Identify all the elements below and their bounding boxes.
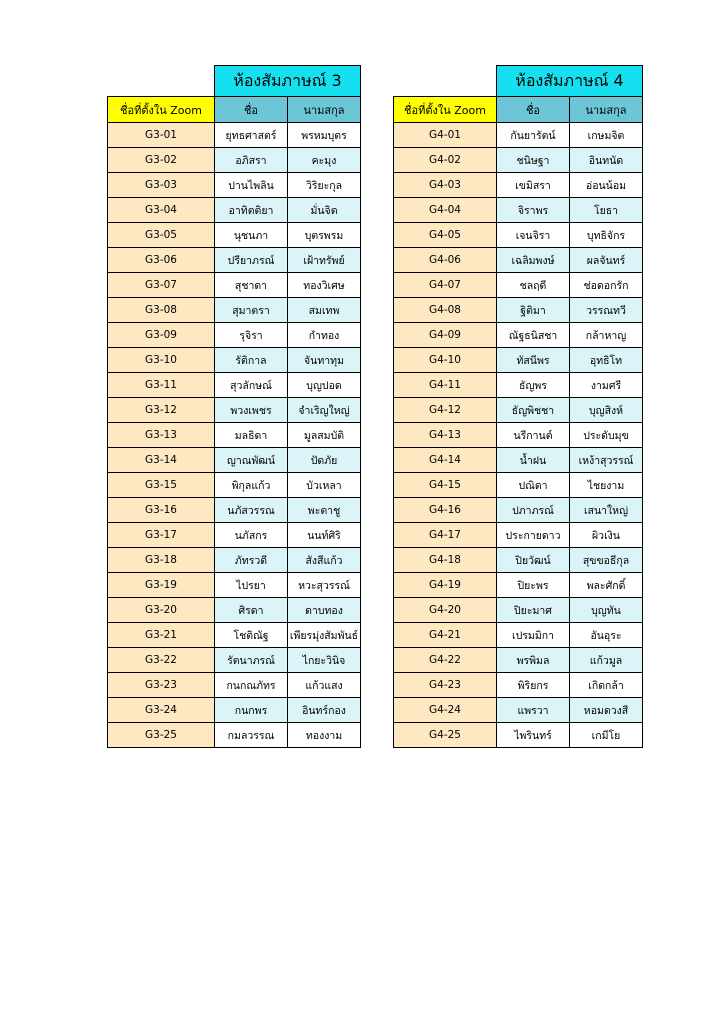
first-name-cell: นรีกานต์ <box>497 423 570 448</box>
last-name-cell: พละศักดิ์ <box>570 573 643 598</box>
last-name-cell: มูลสมบัติ <box>288 423 361 448</box>
last-name-cell: สุขขอธีกุล <box>570 548 643 573</box>
last-name-cell: จันทาทุม <box>288 348 361 373</box>
zoom-name-cell: G4-02 <box>394 148 497 173</box>
zoom-name-cell: G3-14 <box>108 448 215 473</box>
first-name-cell: ทัสนีพร <box>497 348 570 373</box>
table-row <box>394 398 643 423</box>
last-name-cell: ประดับมุข <box>570 423 643 448</box>
first-name-cell: ประกายดาว <box>497 523 570 548</box>
zoom-name-cell: G4-17 <box>394 523 497 548</box>
zoom-name-header: ชื่อที่ตั้งใน Zoom <box>108 97 215 123</box>
last-name-cell: ช่อดอกรัก <box>570 273 643 298</box>
zoom-name-cell: G4-21 <box>394 623 497 648</box>
zoom-name-cell: G4-07 <box>394 273 497 298</box>
zoom-name-cell: G3-09 <box>108 323 215 348</box>
table-row <box>394 248 643 273</box>
table-row <box>108 573 361 598</box>
zoom-name-cell: G4-05 <box>394 223 497 248</box>
last-name-cell: มั่นจิต <box>288 198 361 223</box>
zoom-name-cell: G3-05 <box>108 223 215 248</box>
first-name-cell: ฐิติมา <box>497 298 570 323</box>
first-name-cell: ชลฤดี <box>497 273 570 298</box>
last-name-cell: วิริยะกุล <box>288 173 361 198</box>
zoom-name-cell: G3-02 <box>108 148 215 173</box>
table-row <box>108 173 361 198</box>
last-name-cell: กล้าหาญ <box>570 323 643 348</box>
room-title: ห้องสัมภาษณ์ 3 <box>215 66 361 97</box>
table-row <box>108 323 361 348</box>
zoom-name-cell: G3-17 <box>108 523 215 548</box>
table-row <box>108 598 361 623</box>
first-name-cell: เขมิสรา <box>497 173 570 198</box>
first-name-cell: ยุทธศาสตร์ <box>215 123 288 148</box>
table-row <box>108 723 361 748</box>
table-row <box>394 573 643 598</box>
zoom-name-cell: G4-11 <box>394 373 497 398</box>
table-row <box>394 673 643 698</box>
first-name-header: ชื่อ <box>497 97 570 123</box>
table-row <box>108 398 361 423</box>
last-name-cell: คะมุง <box>288 148 361 173</box>
zoom-name-cell: G4-24 <box>394 698 497 723</box>
table-row <box>394 523 643 548</box>
first-name-cell: ปิยะพร <box>497 573 570 598</box>
zoom-name-cell: G3-22 <box>108 648 215 673</box>
table-row <box>108 298 361 323</box>
last-name-cell: เสนาใหญ่ <box>570 498 643 523</box>
zoom-name-cell: G4-20 <box>394 598 497 623</box>
zoom-name-cell: G4-08 <box>394 298 497 323</box>
first-name-cell: กมลวรรณ <box>215 723 288 748</box>
last-name-cell: ดาบทอง <box>288 598 361 623</box>
zoom-name-cell: G4-01 <box>394 123 497 148</box>
table-row <box>108 423 361 448</box>
first-name-cell: พรพิมล <box>497 648 570 673</box>
interview-room-4-table <box>393 65 643 748</box>
table-row <box>394 298 643 323</box>
last-name-cell: ผิวเงิน <box>570 523 643 548</box>
zoom-name-cell: G3-13 <box>108 423 215 448</box>
first-name-cell: แพรวา <box>497 698 570 723</box>
first-name-cell: เปรมมิกา <box>497 623 570 648</box>
last-name-cell: เกมีโย <box>570 723 643 748</box>
first-name-cell: ณัฐธนิสชา <box>497 323 570 348</box>
last-name-cell: พะตาชู <box>288 498 361 523</box>
last-name-cell: บุตรพรม <box>288 223 361 248</box>
table-row <box>394 648 643 673</box>
last-name-cell: พรหมบุตร <box>288 123 361 148</box>
last-name-cell: แก้วแสง <box>288 673 361 698</box>
table-row <box>108 548 361 573</box>
table-row <box>394 448 643 473</box>
table-row <box>394 698 643 723</box>
zoom-name-cell: G4-18 <box>394 548 497 573</box>
table-row <box>108 673 361 698</box>
last-name-cell: หวะสุวรรณ์ <box>288 573 361 598</box>
last-name-cell: ผลจันทร์ <box>570 248 643 273</box>
first-name-cell: พิกุลแก้ว <box>215 473 288 498</box>
last-name-cell: บัวเหลา <box>288 473 361 498</box>
table-row <box>108 498 361 523</box>
first-name-cell: พิริยกร <box>497 673 570 698</box>
table-row <box>108 273 361 298</box>
zoom-name-cell: G4-14 <box>394 448 497 473</box>
last-name-cell: อันอุระ <box>570 623 643 648</box>
last-name-cell: บุญทัน <box>570 598 643 623</box>
table-row <box>394 473 643 498</box>
table-row <box>108 648 361 673</box>
zoom-name-cell: G4-25 <box>394 723 497 748</box>
first-name-cell: ปณิดา <box>497 473 570 498</box>
table-row <box>108 523 361 548</box>
zoom-name-cell: G4-22 <box>394 648 497 673</box>
zoom-name-cell: G3-24 <box>108 698 215 723</box>
table-row <box>394 273 643 298</box>
table-row <box>394 373 643 398</box>
zoom-name-cell: G3-21 <box>108 623 215 648</box>
first-name-cell: ปภาภรณ์ <box>497 498 570 523</box>
first-name-cell: ศิรดา <box>215 598 288 623</box>
table-row <box>394 623 643 648</box>
first-name-header: ชื่อ <box>215 97 288 123</box>
zoom-name-cell: G3-25 <box>108 723 215 748</box>
last-name-cell: กำทอง <box>288 323 361 348</box>
table-row <box>108 348 361 373</box>
table-row <box>108 373 361 398</box>
table-row <box>394 548 643 573</box>
zoom-name-cell: G4-04 <box>394 198 497 223</box>
table-row <box>394 198 643 223</box>
zoom-name-cell: G4-09 <box>394 323 497 348</box>
first-name-cell: มลธิดา <box>215 423 288 448</box>
last-name-cell: สังสีแก้ว <box>288 548 361 573</box>
table-row <box>394 323 643 348</box>
first-name-cell: สุวลักษณ์ <box>215 373 288 398</box>
table-row <box>108 698 361 723</box>
zoom-name-cell: G3-04 <box>108 198 215 223</box>
table-row <box>394 598 643 623</box>
first-name-cell: สุชาดา <box>215 273 288 298</box>
last-name-cell: บุญปอด <box>288 373 361 398</box>
table-row <box>394 223 643 248</box>
last-name-cell: แก้วมูล <box>570 648 643 673</box>
zoom-name-cell: G3-11 <box>108 373 215 398</box>
zoom-name-cell: G4-15 <box>394 473 497 498</box>
zoom-name-cell: G4-19 <box>394 573 497 598</box>
last-name-cell: ปัดภัย <box>288 448 361 473</box>
first-name-cell: ปิยะมาศ <box>497 598 570 623</box>
zoom-name-cell: G3-20 <box>108 598 215 623</box>
first-name-cell: กนกพร <box>215 698 288 723</box>
interview-room-3-table <box>107 65 361 748</box>
zoom-name-cell: G4-16 <box>394 498 497 523</box>
last-name-cell: เกิดกล้า <box>570 673 643 698</box>
table-row <box>394 173 643 198</box>
zoom-name-cell: G3-07 <box>108 273 215 298</box>
first-name-cell: สุมาตรา <box>215 298 288 323</box>
zoom-name-cell: G3-08 <box>108 298 215 323</box>
first-name-cell: ญาณพัฒน์ <box>215 448 288 473</box>
zoom-name-cell: G4-10 <box>394 348 497 373</box>
last-name-cell: อินทนัด <box>570 148 643 173</box>
zoom-name-cell: G3-06 <box>108 248 215 273</box>
first-name-cell: รุจิรา <box>215 323 288 348</box>
table-row <box>108 123 361 148</box>
first-name-cell: รัตนาภรณ์ <box>215 648 288 673</box>
table-row <box>394 348 643 373</box>
table-row <box>394 123 643 148</box>
last-name-header: นามสกุล <box>288 97 361 123</box>
first-name-cell: อาทิตติยา <box>215 198 288 223</box>
last-name-cell: จำเริญใหญ่ <box>288 398 361 423</box>
table-row <box>108 248 361 273</box>
first-name-cell: ธัญพร <box>497 373 570 398</box>
zoom-name-cell: G3-12 <box>108 398 215 423</box>
last-name-cell: โยธา <box>570 198 643 223</box>
last-name-cell: งามศรี <box>570 373 643 398</box>
first-name-cell: นุชนภา <box>215 223 288 248</box>
first-name-cell: ปิยวัฒน์ <box>497 548 570 573</box>
last-name-cell: ทองงาม <box>288 723 361 748</box>
first-name-cell: เจนจิรา <box>497 223 570 248</box>
first-name-cell: ชนิษฐา <box>497 148 570 173</box>
last-name-cell: เกษมจิต <box>570 123 643 148</box>
zoom-name-cell: G3-19 <box>108 573 215 598</box>
zoom-name-cell: G3-16 <box>108 498 215 523</box>
first-name-cell: น้ำฝน <box>497 448 570 473</box>
zoom-name-cell: G3-15 <box>108 473 215 498</box>
last-name-cell: อุทธิโท <box>570 348 643 373</box>
last-name-cell: อินทร์กอง <box>288 698 361 723</box>
first-name-cell: พวงเพชร <box>215 398 288 423</box>
table-row <box>108 148 361 173</box>
first-name-cell: ปรียาภรณ์ <box>215 248 288 273</box>
first-name-cell: จิราพร <box>497 198 570 223</box>
table-row <box>108 473 361 498</box>
zoom-name-header: ชื่อที่ตั้งใน Zoom <box>394 97 497 123</box>
first-name-cell: ไพรินทร์ <box>497 723 570 748</box>
last-name-cell: ไชยงาม <box>570 473 643 498</box>
last-name-cell: ทองวิเศษ <box>288 273 361 298</box>
zoom-name-cell: G3-10 <box>108 348 215 373</box>
zoom-name-cell: G4-12 <box>394 398 497 423</box>
last-name-cell: นนท์ศิริ <box>288 523 361 548</box>
table-row <box>108 448 361 473</box>
table-row <box>394 423 643 448</box>
table-row <box>394 148 643 173</box>
zoom-name-cell: G3-18 <box>108 548 215 573</box>
last-name-cell: บุญสิงห์ <box>570 398 643 423</box>
first-name-cell: อภิสรา <box>215 148 288 173</box>
first-name-cell: ไปรยา <box>215 573 288 598</box>
zoom-name-cell: G3-01 <box>108 123 215 148</box>
first-name-cell: ธัญพิชชา <box>497 398 570 423</box>
table-row <box>108 623 361 648</box>
zoom-name-cell: G4-23 <box>394 673 497 698</box>
first-name-cell: กนกณภัทร <box>215 673 288 698</box>
last-name-cell: อ่อนน้อม <box>570 173 643 198</box>
table-row <box>108 198 361 223</box>
first-name-cell: นภัสวรรณ <box>215 498 288 523</box>
first-name-cell: กันยารัตน์ <box>497 123 570 148</box>
first-name-cell: เฉลิมพงษ์ <box>497 248 570 273</box>
last-name-cell: เหง้าสุวรรณ์ <box>570 448 643 473</box>
table-row <box>108 223 361 248</box>
zoom-name-cell: G4-06 <box>394 248 497 273</box>
last-name-header: นามสกุล <box>570 97 643 123</box>
last-name-cell: เพียรมุ่งสัมพันธ์ <box>288 623 361 648</box>
table-row <box>394 498 643 523</box>
last-name-cell: วรรณทวี <box>570 298 643 323</box>
first-name-cell: โชติณัฐ <box>215 623 288 648</box>
zoom-name-cell: G3-03 <box>108 173 215 198</box>
last-name-cell: ไกยะวินิจ <box>288 648 361 673</box>
first-name-cell: นภัสกร <box>215 523 288 548</box>
first-name-cell: ปานไพลิน <box>215 173 288 198</box>
first-name-cell: ภัทรวดี <box>215 548 288 573</box>
last-name-cell: บุทธิจักร <box>570 223 643 248</box>
zoom-name-cell: G3-23 <box>108 673 215 698</box>
zoom-name-cell: G4-13 <box>394 423 497 448</box>
last-name-cell: สมเทพ <box>288 298 361 323</box>
first-name-cell: รัติกาล <box>215 348 288 373</box>
room-title: ห้องสัมภาษณ์ 4 <box>497 66 643 97</box>
zoom-name-cell: G4-03 <box>394 173 497 198</box>
last-name-cell: หอมดวงสี <box>570 698 643 723</box>
table-row <box>394 723 643 748</box>
last-name-cell: เฝ้าทรัพย์ <box>288 248 361 273</box>
